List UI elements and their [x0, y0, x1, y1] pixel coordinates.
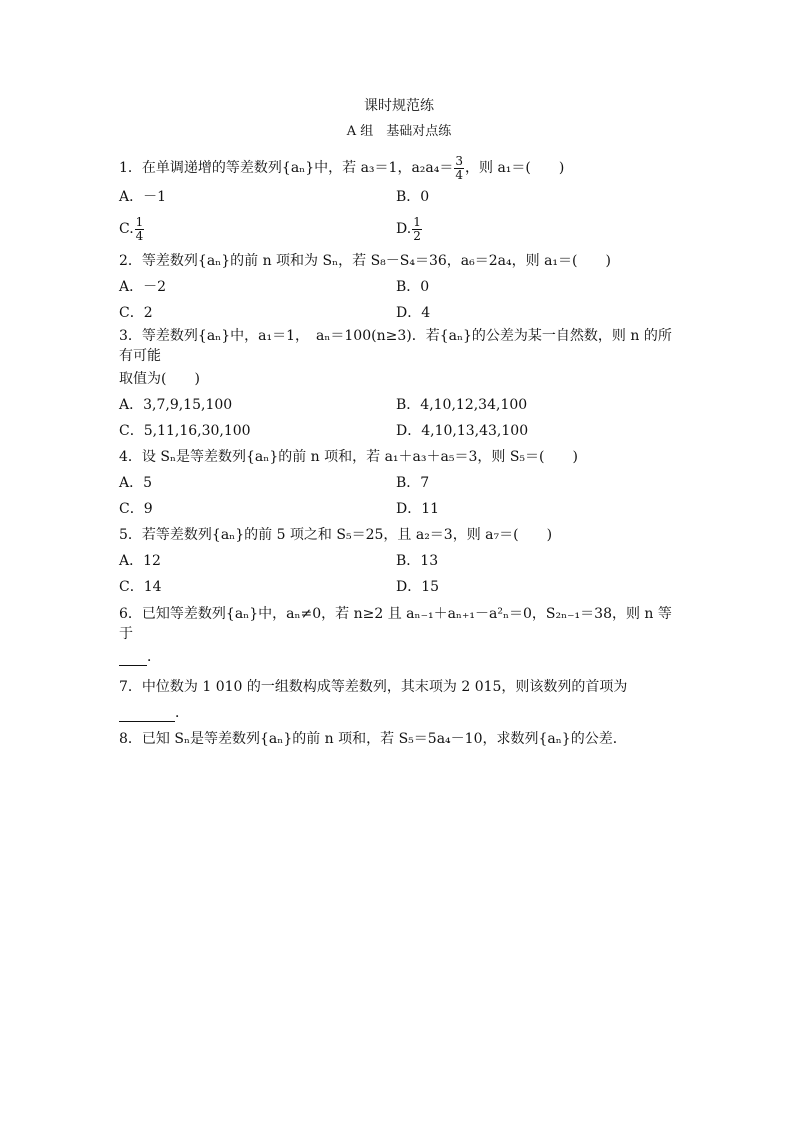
- question-1-options-row-2: [119, 210, 679, 248]
- answer-blank[interactable]: [119, 649, 147, 666]
- question-7-end: ．: [175, 705, 189, 721]
- option-c[interactable]: [119, 210, 396, 248]
- option-b[interactable]: B．7: [396, 475, 430, 491]
- fraction-numerator: 1: [413, 214, 421, 229]
- option-d[interactable]: D．15: [396, 579, 440, 595]
- option-b[interactable]: B．0: [396, 279, 430, 295]
- option-c-fraction: [135, 216, 145, 243]
- fraction-denominator: 2: [413, 228, 421, 243]
- option-c-prefix: C.: [119, 221, 134, 237]
- question-6-end: ．: [147, 649, 161, 665]
- question-1-stem-post: ，则 a₁＝( ): [465, 160, 565, 176]
- option-d-fraction: [412, 216, 422, 243]
- option-b[interactable]: B．13: [396, 553, 439, 569]
- question-4: 4．设 Sₙ是等差数列{aₙ}的前 n 项和，若 a₁＋a₃＋a₅＝3，则 S₅＝( ): [119, 449, 578, 465]
- question-5-options-row-1: [119, 548, 679, 574]
- option-a[interactable]: A．5: [119, 475, 153, 491]
- option-a[interactable]: A．12: [119, 553, 161, 569]
- question-2: 2．等差数列{aₙ}的前 n 项和为 Sₙ，若 S₈－S₄＝36，a₆＝2a₄，则 a₁＝( ): [119, 253, 611, 269]
- option-c[interactable]: C．9: [119, 501, 153, 517]
- answer-blank[interactable]: [119, 705, 175, 722]
- question-6-line-2: [119, 644, 679, 670]
- option-a[interactable]: A．3,7,9,15,100: [119, 397, 233, 413]
- question-5: 5．若等差数列{aₙ}的前 5 项之和 S₅＝25，且 a₂＝3，则 a₇＝( ): [119, 527, 553, 543]
- question-2-options-row-1: [119, 274, 679, 300]
- option-b[interactable]: B．0: [396, 189, 430, 205]
- question-1-stem-pre: 1．在单调递增的等差数列{aₙ}中，若 a₃＝1，a₂a₄＝: [119, 160, 454, 176]
- fraction-denominator: 4: [455, 167, 463, 182]
- fraction-numerator: 3: [455, 153, 463, 168]
- option-d[interactable]: D．4,10,13,43,100: [396, 423, 529, 439]
- option-d[interactable]: D．11: [396, 501, 440, 517]
- question-1: [119, 152, 679, 184]
- question-1-options-row-1: [119, 184, 679, 210]
- question-2-options-row-2: [119, 300, 679, 326]
- question-1-fraction: [454, 155, 464, 182]
- option-b[interactable]: B．4,10,12,34,100: [396, 397, 528, 413]
- option-c[interactable]: C．14: [119, 579, 162, 595]
- question-3-options-row-2: [119, 418, 679, 444]
- page-title: 课时规范练: [364, 98, 434, 114]
- worksheet: [119, 96, 679, 752]
- option-a[interactable]: A．－1: [119, 189, 167, 205]
- question-7-line-1: 7．中位数为 1 010 的一组数构成等差数列，其末项为 2 015，则该数列的首项为: [119, 679, 628, 695]
- question-7-line-2: [119, 700, 679, 726]
- fraction-denominator: 4: [135, 228, 144, 243]
- option-c[interactable]: C．2: [119, 305, 153, 321]
- option-a[interactable]: A．－2: [119, 279, 167, 295]
- fraction-numerator: 1: [135, 214, 144, 229]
- option-d[interactable]: D．4: [396, 305, 431, 321]
- option-c[interactable]: C．5,11,16,30,100: [119, 423, 251, 439]
- option-d-prefix: D.: [396, 221, 412, 237]
- question-5-options-row-2: [119, 574, 679, 600]
- question-8: 8．已知 Sₙ是等差数列{aₙ}的前 n 项和，若 S₅＝5a₄－10，求数列{aₙ}的公差．: [119, 731, 627, 747]
- question-4-options-row-2: [119, 496, 679, 522]
- question-3-options-row-1: [119, 392, 679, 418]
- question-6-line-1: 6．已知等差数列{aₙ}中，aₙ≠0，若 n≥2 且 aₙ₋₁＋aₙ₊₁－a²ₙ＝0，S₂ₙ₋₁＝38，则 n 等于: [119, 606, 672, 642]
- question-3-line-1: 3．等差数列{aₙ}中，a₁＝1， aₙ＝100(n≥3)．若{aₙ}的公差为某一自然数，则 n 的所有可能: [119, 328, 672, 364]
- option-d[interactable]: [396, 210, 673, 248]
- section-subtitle: A 组 基础对点练: [346, 124, 452, 139]
- question-4-options-row-1: [119, 470, 679, 496]
- question-3-line-2: 取值为( ): [119, 371, 200, 387]
